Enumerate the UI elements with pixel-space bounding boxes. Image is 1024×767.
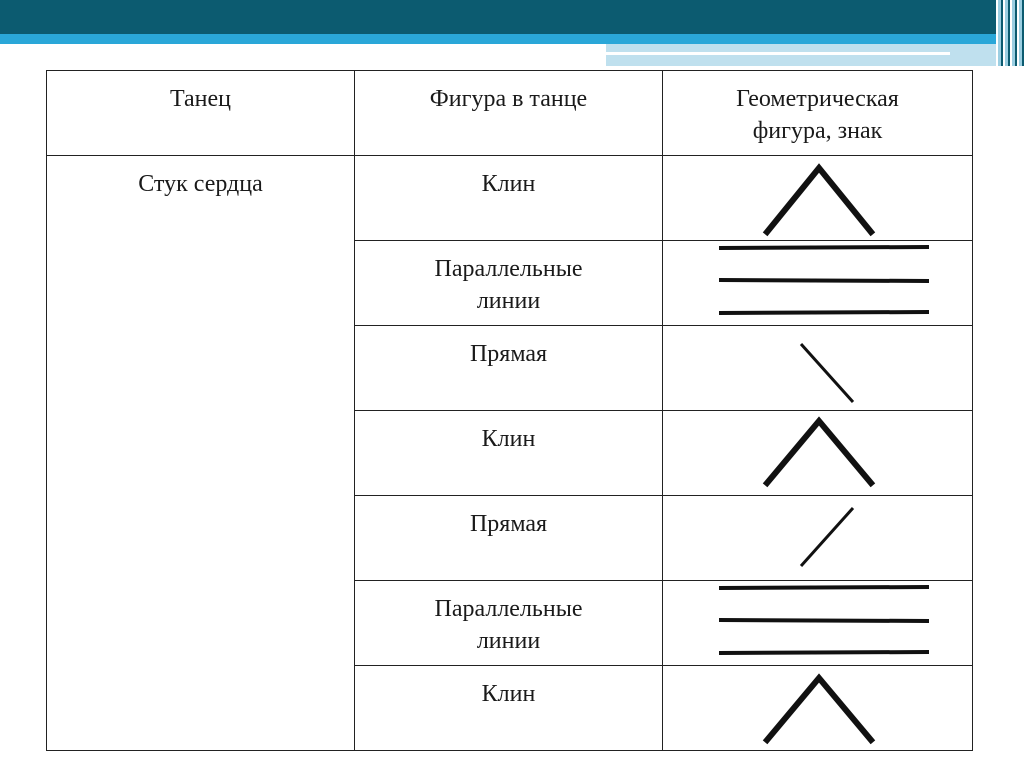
figure-cell: Параллельные линии (355, 581, 663, 666)
dance-figures-table (46, 70, 973, 751)
sign-cell (663, 241, 973, 326)
wedge-icon (663, 411, 971, 495)
sign-cell (663, 496, 973, 581)
wedge-icon (663, 666, 971, 750)
dance-name-cell: Стук сердца (47, 156, 355, 751)
figure-cell: Клин (355, 411, 663, 496)
table-row (47, 156, 973, 241)
sign-cell (663, 411, 973, 496)
sign-cell (663, 326, 973, 411)
figure-cell: Прямая (355, 326, 663, 411)
sign-cell (663, 581, 973, 666)
column-header-figure: Фигура в танце (355, 71, 663, 156)
figure-cell: Клин (355, 156, 663, 241)
figure-cell: Параллельные линии (355, 241, 663, 326)
table-header-row (47, 71, 973, 156)
header-stripes (996, 0, 1024, 66)
header-divider-line (606, 52, 950, 55)
wedge-icon (663, 156, 971, 240)
figure-cell: Прямая (355, 496, 663, 581)
parallel-lines-icon (663, 581, 971, 665)
straight-line-backslash-icon (663, 326, 971, 410)
sign-cell (663, 156, 973, 241)
figure-cell: Клин (355, 666, 663, 751)
header-band (0, 0, 1024, 34)
sign-cell (663, 666, 973, 751)
header-light-strip (606, 44, 1024, 66)
column-header-sign: Геометрическая фигура, знак (663, 71, 973, 156)
straight-line-slash-icon (663, 496, 971, 580)
header-accent-band (0, 34, 1024, 44)
parallel-lines-icon (663, 241, 971, 325)
column-header-dance: Танец (47, 71, 355, 156)
